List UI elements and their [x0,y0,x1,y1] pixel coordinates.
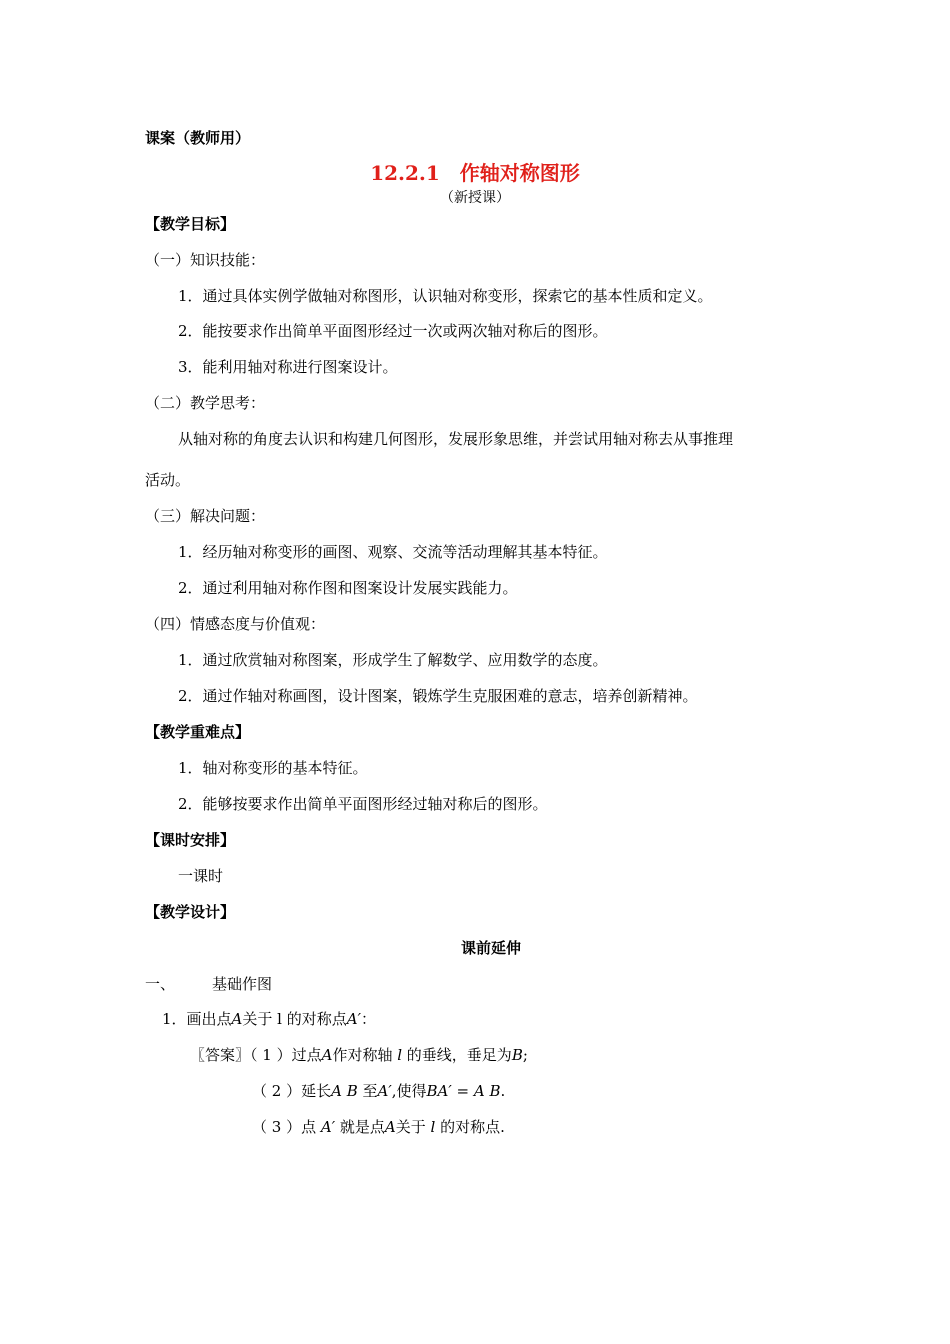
part1-title: 基础作图 [212,975,273,993]
goal1-item: 1．通过具体实例学做轴对称图形，认识轴对称变形，探索它的基本性质和定义。 [178,287,713,305]
answer-step-3 [252,1117,505,1137]
ans2-segment: A B [331,1082,358,1100]
goal3-item: 2．通过利用轴对称作图和图案设计发展实践能力。 [178,579,518,597]
goal2-text-cont: 活动。 [145,471,191,489]
goal4-item: 2．通过作轴对称画图，设计图案，锻炼学生克服困难的意志，培养创新精神。 [178,687,698,705]
goal2-text: 从轴对称的角度去认识和构建几何图形，发展形象思维，并尝试用轴对称去从事推理 [178,430,734,448]
section-key-heading: 【教学重难点】 [145,723,251,741]
design-subheading: 课前延伸 [460,939,521,957]
ans1-foot: B [511,1046,523,1064]
q1-text: 1．画出点 [162,1010,232,1028]
goal3-item: 1．经历轴对称变形的画图、观察、交流等活动理解其基本特征。 [178,543,608,561]
q1-point-a: A [231,1010,243,1028]
ans1-axis: l [397,1046,403,1064]
ans3-text: 的对称点. [435,1118,505,1136]
ans2-point: A′ [377,1082,392,1100]
ans3-point: A [384,1118,396,1136]
doc-header: 课案（教师用） [145,129,251,147]
goal3-heading: （三）解决问题： [145,507,266,525]
ans3-text: （ 3 ）点 [252,1118,321,1136]
part1-number: 一、 [145,975,176,993]
ans2-text: （ 2 ）延长 [252,1082,332,1100]
key-item: 1．轴对称变形的基本特征。 [178,759,368,777]
goal4-item: 1．通过欣赏轴对称图案，形成学生了解数学、应用数学的态度。 [178,651,608,669]
q1-text: 关于 l 的对称点 [242,1010,347,1028]
ans1-point: A [321,1046,333,1064]
ans1-text: 作对称轴 [332,1046,398,1064]
ans2-text: . [500,1082,506,1100]
goal1-heading: （一）知识技能： [145,251,266,269]
ans3-point-prime: A′ [320,1118,336,1136]
section-goals-heading: 【教学目标】 [145,215,236,233]
key-item: 2．能够按要求作出简单平面图形经过轴对称后的图形。 [178,795,548,813]
ans3-axis: l [430,1118,436,1136]
lesson-title: 12.2.1 作轴对称图形 [370,161,580,185]
section-time-heading: 【课时安排】 [145,831,236,849]
ans1-text: 〖答案〗（ 1 ）过点 [190,1046,322,1064]
lesson-subtitle: （新授课） [440,190,510,206]
ans1-text: 的垂线，垂足为 [402,1046,512,1064]
goal2-heading: （二）教学思考： [145,394,266,412]
time-text: 一课时 [178,867,224,885]
goal1-item: 3．能利用轴对称进行图案设计。 [178,358,398,376]
q1-text: ： [360,1010,376,1028]
goal4-heading: （四）情感态度与价值观： [145,615,326,633]
q1-point-a-prime: A′ [346,1010,361,1028]
ans1-text: ; [522,1046,528,1064]
section-design-heading: 【教学设计】 [145,903,236,921]
ans2-equation: BA′ = A B [426,1082,501,1100]
ans2-text: 至 [357,1082,378,1100]
answer-step-1 [190,1045,528,1065]
ans3-text: 关于 [395,1118,431,1136]
answer-step-2 [252,1081,505,1101]
ans3-text: 就是点 [335,1118,385,1136]
question-1 [162,1009,376,1029]
goal1-item: 2．能按要求作出简单平面图形经过一次或两次轴对称后的图形。 [178,322,608,340]
ans2-text: ,使得 [391,1082,427,1100]
